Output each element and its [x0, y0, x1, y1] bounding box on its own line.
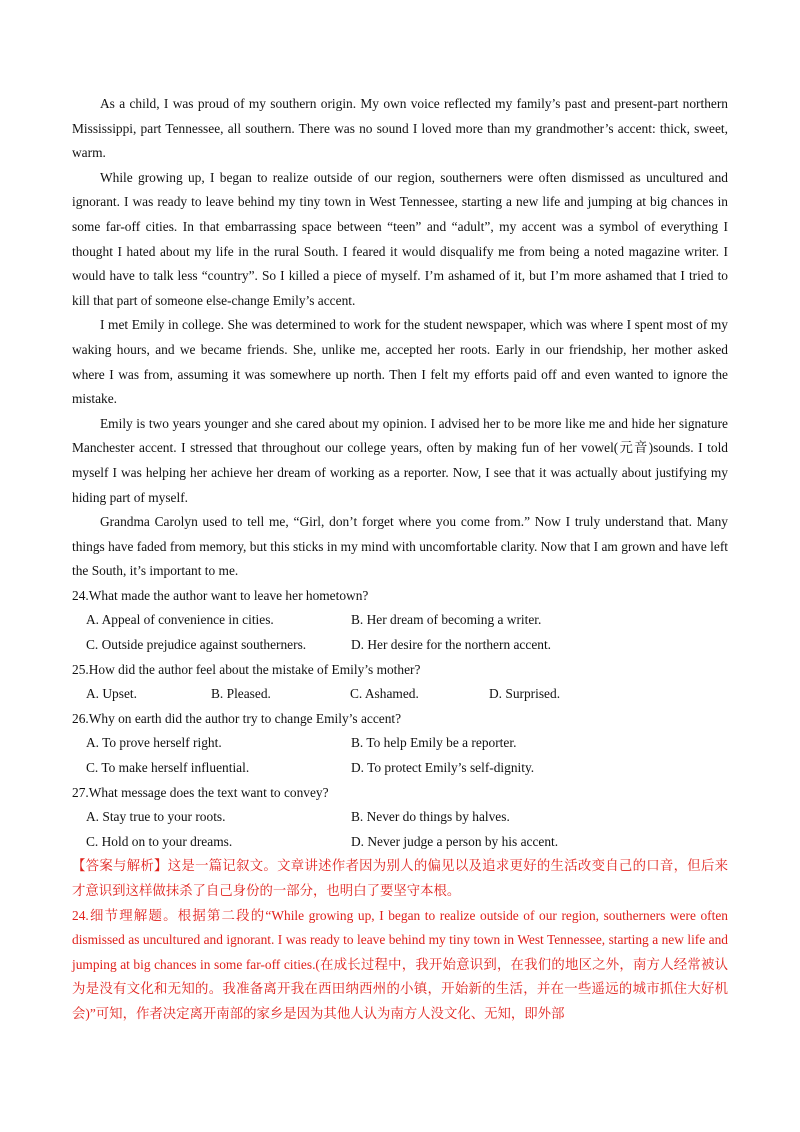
question-27-option-c: C. Hold on to your dreams. — [86, 833, 233, 849]
question-27-options — [72, 805, 728, 854]
question-27-option-b: B. Never do things by halves. — [351, 809, 510, 825]
question-25-option-d: D. Surprised. — [489, 686, 561, 702]
question-27-stem: 27.What message does the text want to convey? — [72, 784, 329, 800]
question-25-options — [72, 682, 728, 707]
answer-explanation-24: 24.细节理解题。根据第二段的“While growing up, I began to realize outside of our region, southerners were often dismissed as uncultured and ignorant. I was ready to leave behind my tiny town in West Tennessee, starting a new life and jumping at big chances in some far-off cities.(在成长过程中，我开始意识到，在我们的地区之外，南方人经常被认为是没有文化和无知的。我准备离开我在西田纳西州的小镇，开始新的生活，并在一些遥远的城市抓住大好机会)”可知，作者决定离开南部的家乡是因为其他人认为南方人没文化、无知，即外部 — [72, 907, 728, 1021]
question-26-option-c: C. To make herself influential. — [86, 760, 250, 776]
question-26-options — [72, 731, 728, 780]
question-25-stem: 25.How did the author feel about the mistake of Emily’s mother? — [72, 661, 421, 677]
answer-summary — [72, 854, 728, 903]
passage-paragraph-4: Emily is two years younger and she cared about my opinion. I advised her to be more like me and hide her signature Manchester accent. I stressed that throughout our college years, often by making fun of her vowel(元音)sounds. I told myself I was helping her achieve her dream of working as a reporter. Now, I see that it was actually about justifying my hiding part of myself. — [72, 415, 728, 505]
answer-tag: 【答案与解析】 — [72, 858, 168, 874]
question-24-stem: 24.What made the author want to leave her hometown? — [72, 587, 369, 603]
question-27-option-a: A. Stay true to your roots. — [86, 809, 226, 825]
question-26-stem: 26.Why on earth did the author try to change Emily’s accent? — [72, 710, 402, 726]
question-24-option-b: B. Her dream of becoming a writer. — [351, 612, 542, 628]
question-24-option-a: A. Appeal of convenience in cities. — [86, 612, 274, 628]
passage-paragraph-1: As a child, I was proud of my southern origin. My own voice reflected my family’s past and present-part northern Mississippi, part Tennessee, all southern. There was no sound I loved more than my grandmother’s accent: thick, sweet, warm. — [72, 96, 728, 161]
question-25-option-b: B. Pleased. — [211, 686, 271, 702]
question-26-option-d: D. To protect Emily’s self-dignity. — [351, 760, 535, 776]
document-page — [72, 92, 728, 1027]
answer-summary-text: 这是一篇记叙文。文章讲述作者因为别人的偏见以及追求更好的生活改变自己的口音，但后来才意识到这样做抹杀了自己身份的一部分，也明白了要坚守本根。 — [72, 858, 729, 898]
question-27-option-d: D. Never judge a person by his accent. — [351, 833, 559, 849]
passage-paragraph-5: Grandma Carolyn used to tell me, “Girl, don’t forget where you come from.” Now I truly understand that. Many things have faded from memory, but this sticks in my mind with uncomfortable clarity. Now that I am grown and have left the South, it’s important to me. — [72, 514, 728, 579]
question-25-option-a: A. Upset. — [86, 686, 137, 702]
question-26-option-a: A. To prove herself right. — [86, 735, 222, 751]
passage-paragraph-3: I met Emily in college. She was determined to work for the student newspaper, which was where I spent most of my waking hours, and we became friends. She, unlike me, accepted her roots. Early in our friendship, her mother asked where I was from, assuming it was somewhere up north. Then I felt my efforts paid off and even wanted to ignore the mistake. — [72, 317, 728, 407]
passage-paragraph-2: While growing up, I began to realize outside of our region, southerners were often dismissed as uncultured and ignorant. I was ready to leave behind my tiny town in West Tennessee, starting a new life and jumping at big chances in some far-off cities. In that embarrassing space between “teen” and “adult”, my accent was a symbol of everything I thought I hated about my life in the rural South. I feared it would disqualify me from being a noted magazine writer. I would have to talk less “country”. So I killed a piece of myself. I’m ashamed of it, but I’m more ashamed that I tried to kill that part of someone else-change Emily’s accent. — [72, 169, 728, 308]
question-24-option-c: C. Outside prejudice against southerners. — [86, 637, 307, 653]
question-26-option-b: B. To help Emily be a reporter. — [351, 735, 517, 751]
question-24-option-d: D. Her desire for the northern accent. — [351, 637, 552, 653]
question-24-options — [72, 608, 728, 657]
question-25-option-c: C. Ashamed. — [350, 686, 419, 702]
